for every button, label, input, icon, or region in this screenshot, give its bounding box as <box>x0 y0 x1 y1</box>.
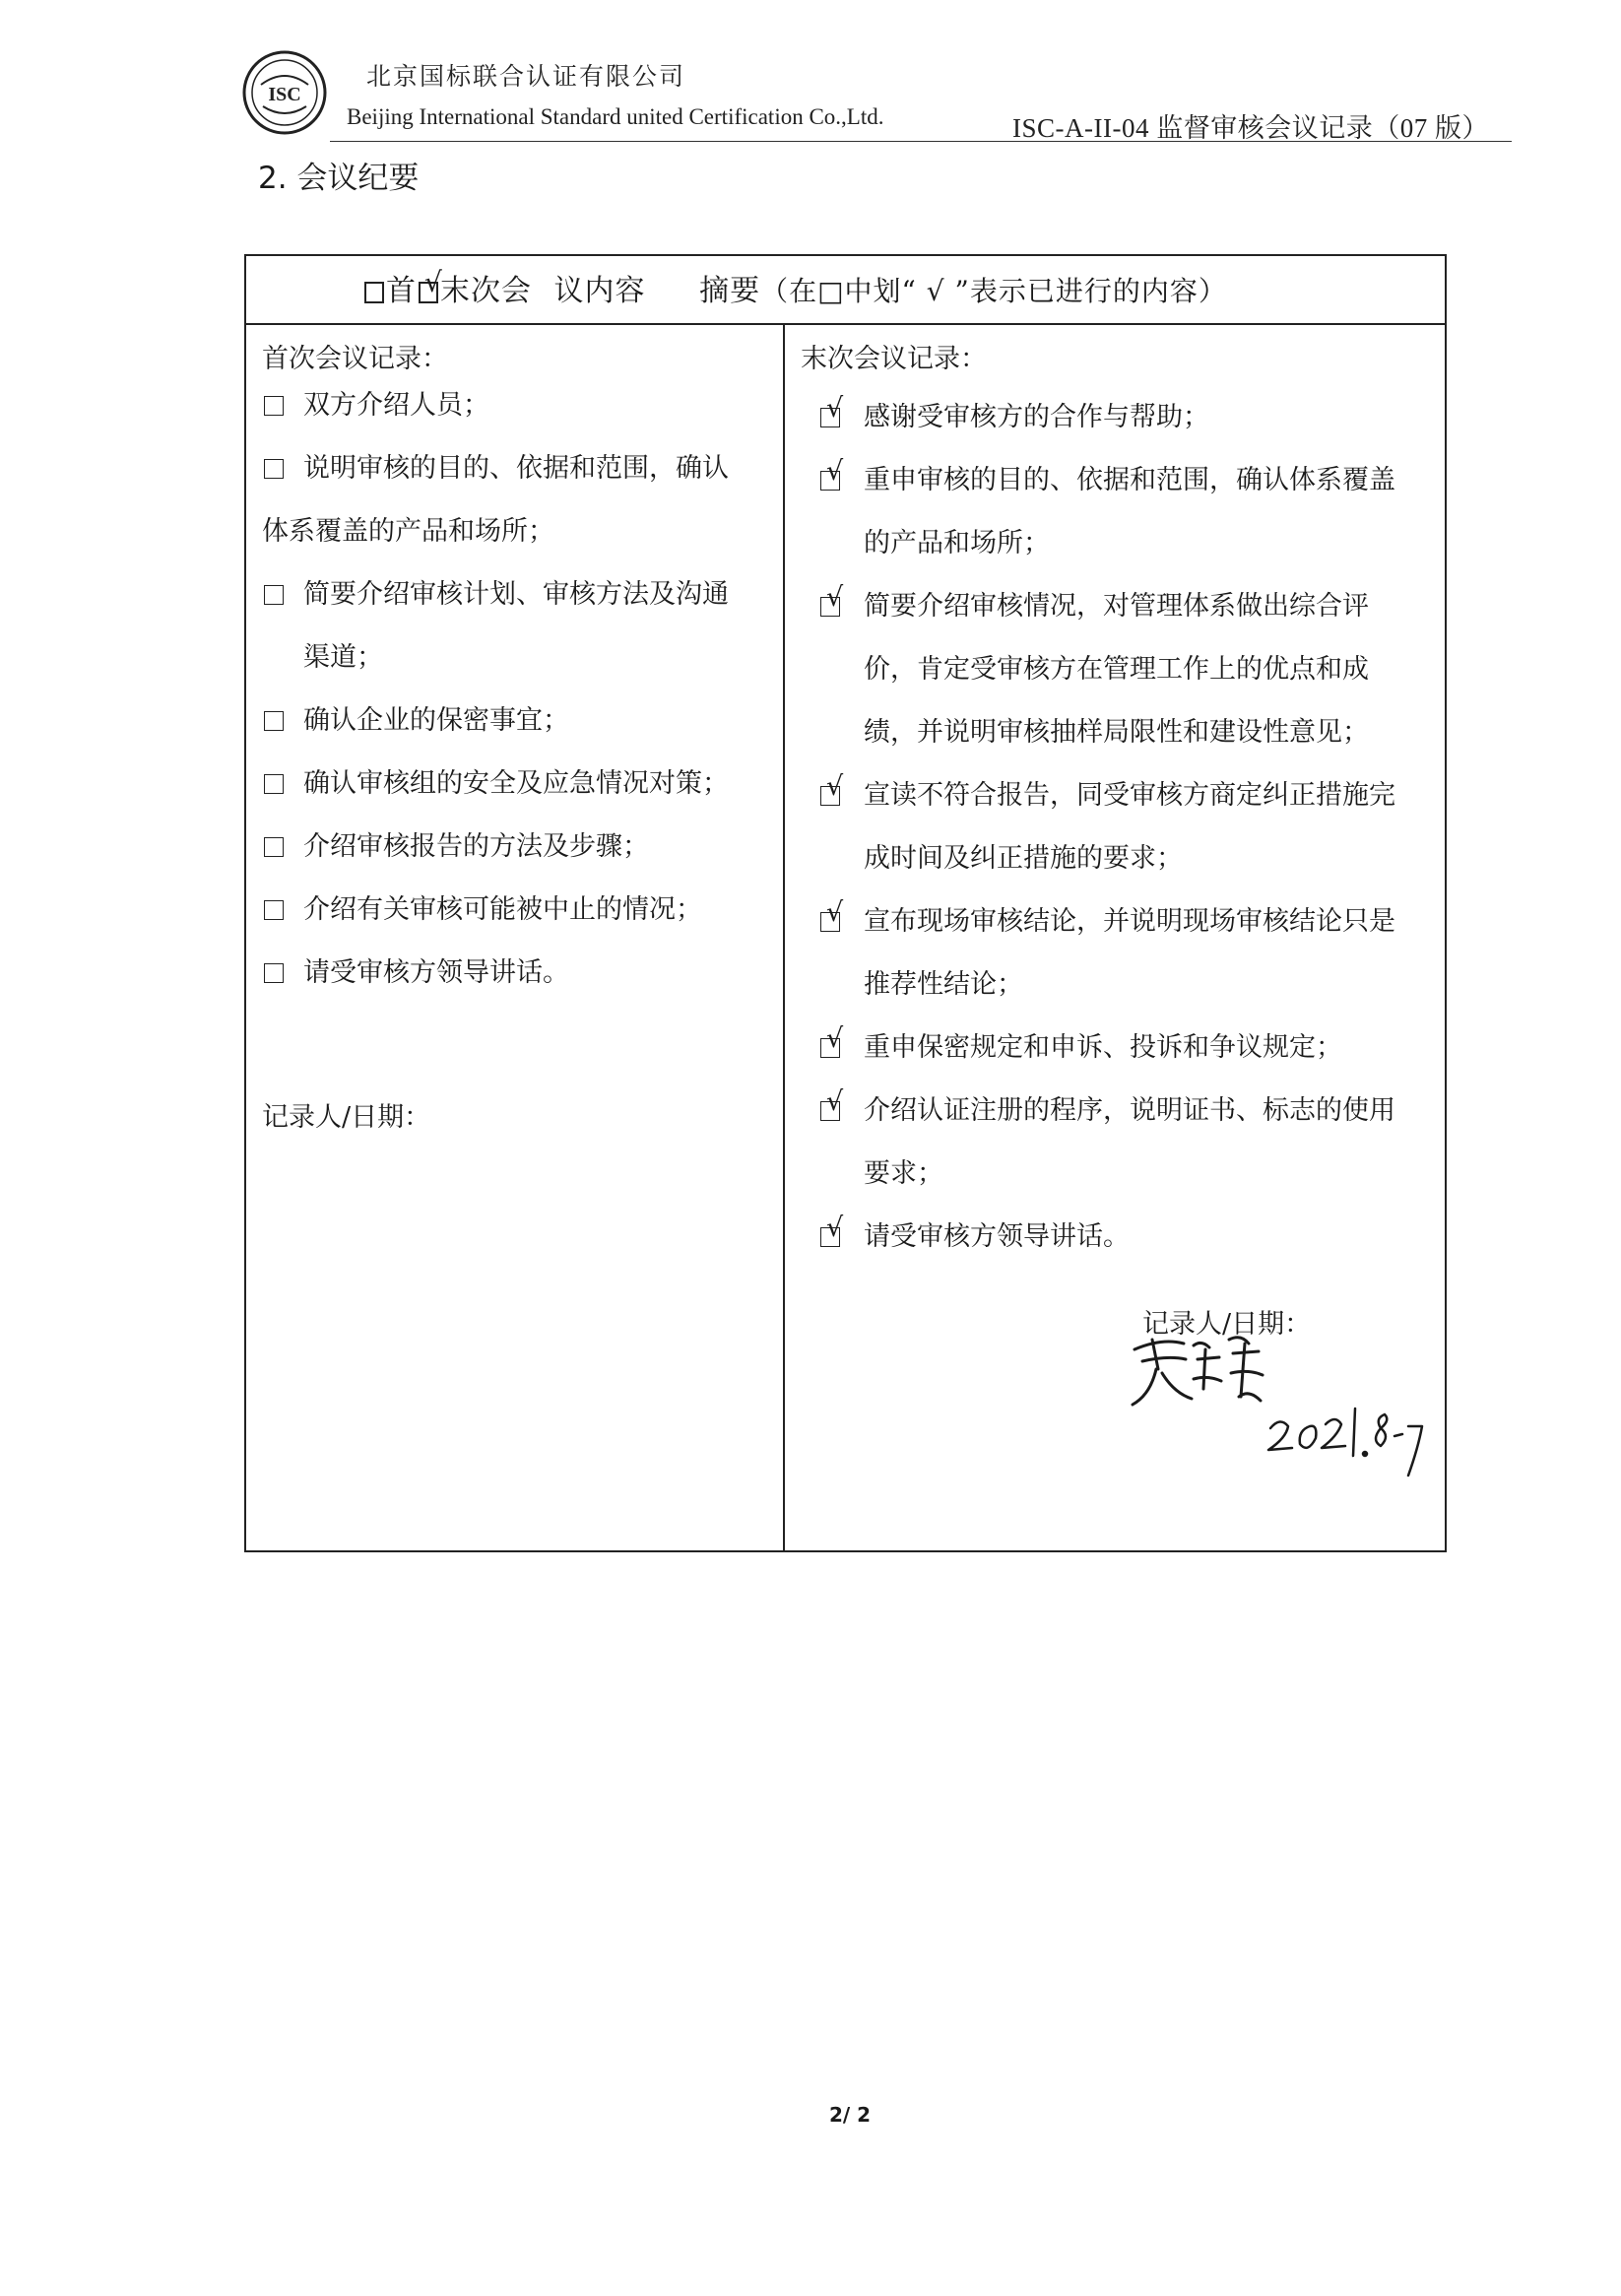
first-meeting-item-text: 确认审核组的安全及应急情况对策； <box>303 768 729 799</box>
first-meeting-checkbox[interactable] <box>264 711 284 731</box>
first-meeting-item-text: 双方介绍人员； <box>303 390 489 421</box>
document-code: ISC-A-II-04 监督审核会议记录（07 版） <box>1012 113 1489 143</box>
first-meeting-label: 首 <box>386 274 417 308</box>
last-meeting-checkbox[interactable] <box>820 1038 840 1058</box>
first-meeting-checkbox[interactable] <box>264 837 284 857</box>
last-meeting-item-text: 的产品和场所； <box>864 528 1050 558</box>
first-meeting-item-text: 确认企业的保密事宜； <box>303 705 569 736</box>
first-meeting-item-text: 简要介绍审核计划、审核方法及沟通 <box>303 579 729 610</box>
last-meeting-checkbox[interactable] <box>419 282 438 303</box>
first-meeting-checkbox[interactable] <box>264 963 284 983</box>
last-meeting-item-text: 推荐性结论； <box>864 969 1023 1000</box>
first-recorder-label: 记录人/日期： <box>262 1102 431 1133</box>
first-meeting-item-text: 说明审核的目的、依据和范围，确认 <box>303 453 729 484</box>
first-meeting-item-text: 介绍审核报告的方法及步骤； <box>303 831 649 862</box>
table-column-divider <box>783 323 785 1550</box>
first-meeting-checkbox[interactable] <box>264 459 284 479</box>
signature-date: 2021.8.7 <box>1123 1310 1128 1311</box>
first-meeting-item-text: 请受审核方领导讲话。 <box>303 957 569 988</box>
first-meeting-checkbox[interactable] <box>264 900 284 920</box>
section-title: 2. 会议纪要 <box>258 161 420 196</box>
first-meeting-item-text: 介绍有关审核可能被中止的情况； <box>303 894 702 925</box>
first-meeting-heading: 首次会议记录： <box>262 344 448 374</box>
company-name-en: Beijing International Standard united Certification Co.,Ltd. <box>347 104 884 129</box>
handwritten-signature <box>1123 1310 1438 1507</box>
last-meeting-item-text: 重申审核的目的、依据和范围，确认体系覆盖 <box>864 465 1395 495</box>
last-meeting-heading: 末次会议记录： <box>801 344 987 374</box>
last-meeting-item-text: 宣布现场审核结论，并说明现场审核结论只是 <box>864 906 1395 937</box>
company-name-cn: 北京国标联合认证有限公司 <box>366 62 686 91</box>
last-meeting-label: 末次会 <box>440 274 532 308</box>
first-meeting-item-text: 体系覆盖的产品和场所； <box>262 516 554 547</box>
table-instruction: （在□中划“ √ ”表示已进行的内容） <box>760 275 1227 307</box>
last-meeting-checkbox[interactable] <box>820 786 840 806</box>
last-recorder-label: 记录人/日期： <box>1142 1309 1312 1340</box>
first-meeting-checkbox[interactable] <box>264 396 284 416</box>
last-meeting-checkbox[interactable] <box>820 1101 840 1121</box>
first-meeting-checkbox[interactable] <box>264 585 284 605</box>
header-rule <box>330 141 1512 142</box>
last-meeting-item-text: 成时间及纠正措施的要求； <box>864 843 1183 874</box>
last-meeting-item-text: 绩，并说明审核抽样局限性和建设性意见； <box>864 717 1369 748</box>
last-meeting-checkbox[interactable] <box>820 912 840 932</box>
last-meeting-checkbox[interactable] <box>820 408 840 427</box>
last-meeting-item-text: 介绍认证注册的程序，说明证书、标志的使用 <box>864 1095 1395 1126</box>
last-meeting-item-text: 价，肯定受审核方在管理工作上的优点和成 <box>864 654 1369 685</box>
logo-text: ISC <box>268 84 301 105</box>
first-meeting-checkbox[interactable] <box>264 774 284 794</box>
last-meeting-item-text: 宣读不符合报告，同受审核方商定纠正措施完 <box>864 780 1395 811</box>
last-meeting-checkbox[interactable] <box>820 471 840 491</box>
table-subject: 议内容 <box>553 274 646 308</box>
table-title <box>362 266 1227 309</box>
last-meeting-item-text: 要求； <box>864 1158 943 1189</box>
last-meeting-checkbox[interactable] <box>820 597 840 617</box>
first-meeting-item-text: 渠道； <box>303 642 383 673</box>
last-meeting-item-text: 请受审核方领导讲话。 <box>864 1221 1130 1252</box>
table-summary: 摘要 <box>699 274 761 308</box>
table-title-divider <box>246 323 1445 325</box>
company-logo <box>241 49 328 136</box>
page-number: 2/ 2 <box>829 2103 872 2127</box>
last-meeting-item-text: 简要介绍审核情况，对管理体系做出综合评 <box>864 591 1369 622</box>
last-meeting-checkbox[interactable] <box>820 1227 840 1247</box>
last-meeting-item-text: 感谢受审核方的合作与帮助； <box>864 402 1209 432</box>
first-meeting-checkbox[interactable] <box>364 282 384 303</box>
last-meeting-item-text: 重申保密规定和申诉、投诉和争议规定； <box>864 1032 1342 1063</box>
